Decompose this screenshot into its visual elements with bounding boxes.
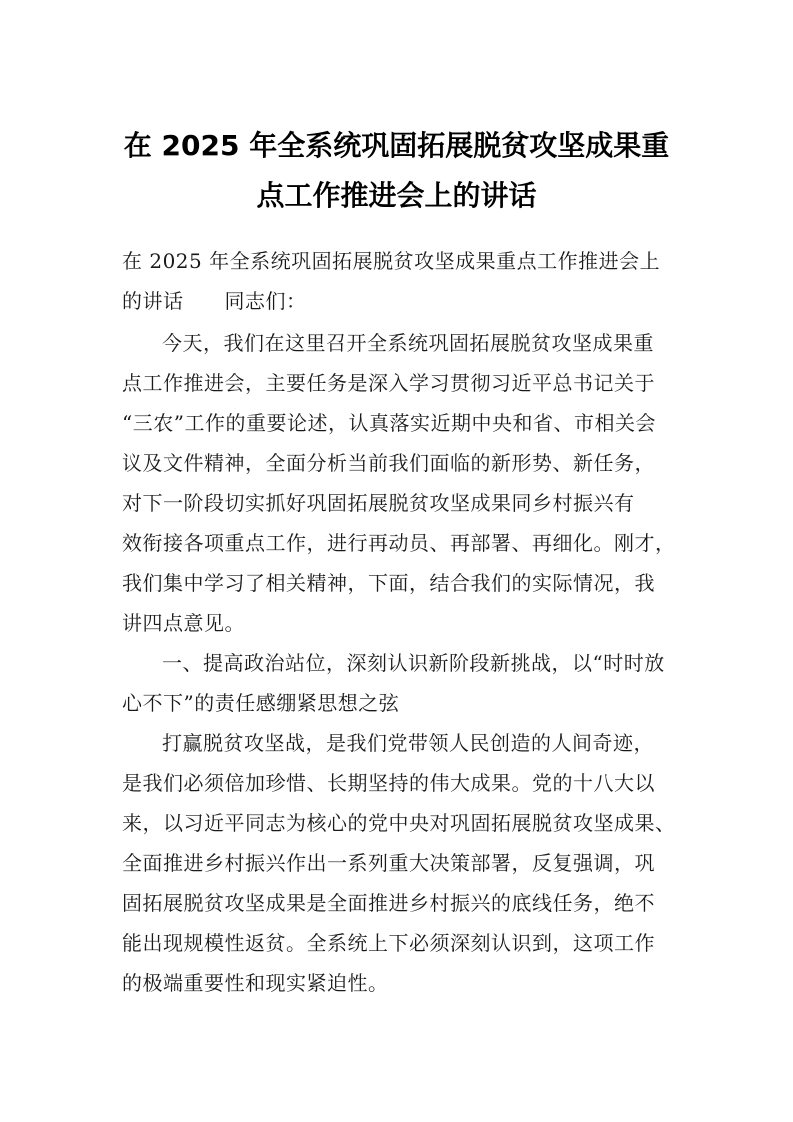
- paragraph-line: “三农”工作的重要论述，认真落实近期中央和省、市相关会: [122, 411, 656, 435]
- document-title-line-1: 在 2025 年全系统巩固拓展脱贫攻坚成果重: [123, 129, 670, 162]
- section-heading-line: 心不下”的责任感绷紧思想之弦: [122, 691, 400, 715]
- document-title-line-2: 点工作推进会上的讲话: [256, 179, 537, 212]
- paragraph-line: 讲四点意见。: [122, 611, 245, 635]
- paragraph-line: 是我们必须倍加珍惜、长期坚持的伟大成果。党的十八大以: [122, 771, 655, 795]
- paragraph-line: 今天，我们在这里召开全系统巩固拓展脱贫攻坚成果重: [162, 331, 654, 355]
- paragraph-line: 的极端重要性和现实紧迫性。: [122, 971, 389, 995]
- paragraph-line: 来，以习近平同志为核心的党中央对巩固拓展脱贫攻坚成果、: [122, 811, 676, 835]
- paragraph-line: 点工作推进会，主要任务是深入学习贯彻习近平总书记关于: [122, 371, 655, 395]
- paragraph-line: 固拓展脱贫攻坚成果是全面推进乡村振兴的底线任务，绝不: [122, 891, 655, 915]
- paragraph-line: 对下一阶段切实抓好巩固拓展脱贫攻坚成果同乡村振兴有: [122, 491, 635, 515]
- paragraph-line: 的讲话 同志们：: [122, 289, 307, 313]
- paragraph-line: 效衔接各项重点工作，进行再动员、再部署、再细化。刚才，: [122, 531, 676, 555]
- paragraph-line: 全面推进乡村振兴作出一系列重大决策部署，反复强调，巩: [122, 851, 655, 875]
- paragraph-line: 我们集中学习了相关精神，下面，结合我们的实际情况，我: [122, 571, 655, 595]
- paragraph-line: 议及文件精神，全面分析当前我们面临的新形势、新任务，: [122, 451, 655, 475]
- section-heading-line: 一、提高政治站位，深刻认识新阶段新挑战，以“时时放: [162, 651, 665, 675]
- paragraph-line: 打赢脱贫攻坚战，是我们党带领人民创造的人间奇迹，: [162, 731, 654, 755]
- paragraph-line: 在 2025 年全系统巩固拓展脱贫攻坚成果重点工作推进会上: [122, 249, 661, 273]
- paragraph-line: 能出现规模性返贫。全系统上下必须深刻认识到，这项工作: [122, 931, 655, 955]
